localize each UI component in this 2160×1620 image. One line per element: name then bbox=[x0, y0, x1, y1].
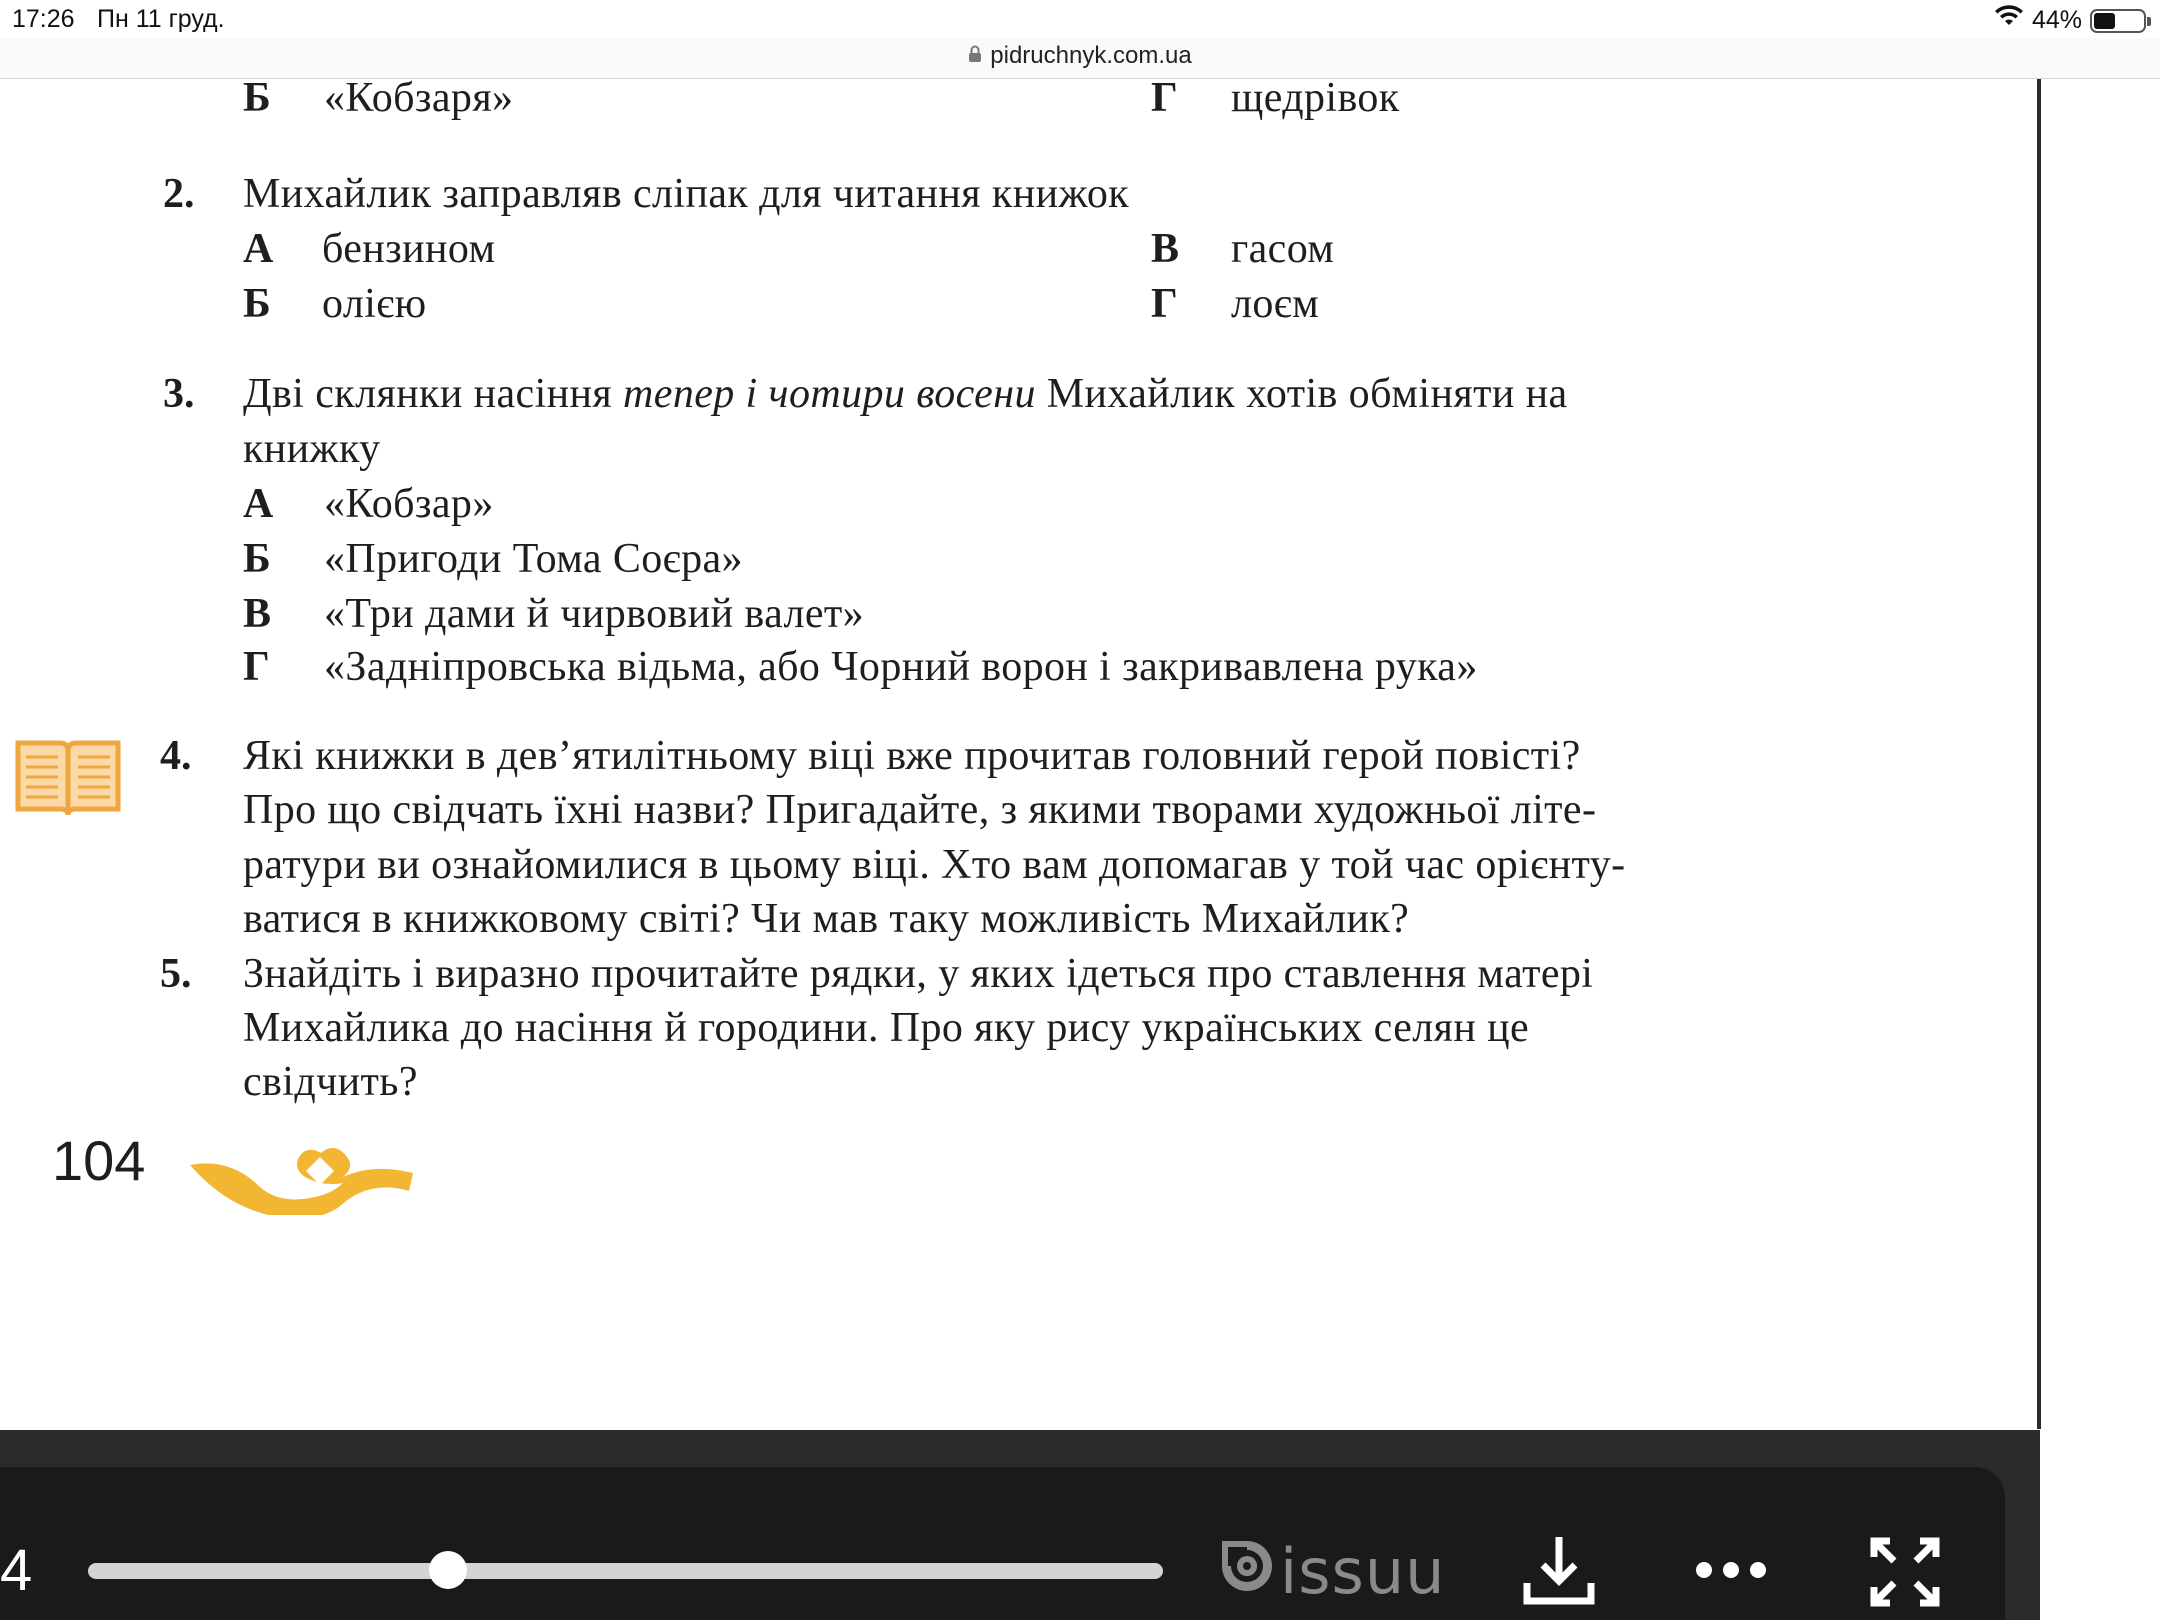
download-icon[interactable] bbox=[1523, 1533, 1595, 1612]
q3-number: 3. bbox=[163, 371, 195, 417]
issuu-logo[interactable] bbox=[1220, 1535, 1445, 1608]
fullscreen-icon[interactable] bbox=[1868, 1535, 1942, 1614]
lock-icon bbox=[968, 42, 982, 70]
url-bar[interactable] bbox=[0, 38, 2160, 79]
q3-option-a-letter: А bbox=[243, 481, 274, 527]
q2-option-b-text: олією bbox=[322, 281, 427, 327]
reader-toolbar bbox=[0, 1467, 2005, 1620]
q5-number: 5. bbox=[160, 951, 192, 997]
q2-option-g-text: лоєм bbox=[1231, 281, 1320, 327]
q5-line-3: свідчить? bbox=[243, 1059, 418, 1105]
battery-percent: 44% bbox=[2031, 6, 2082, 34]
ornament-icon bbox=[188, 1135, 443, 1220]
page-slider[interactable] bbox=[88, 1563, 1163, 1579]
q4-line-1: Які книжки в дев’ятилітньому віці вже прочитав головний герой повісті? bbox=[243, 733, 1581, 779]
q2-option-v-text: гасом bbox=[1231, 226, 1335, 272]
url-domain: pidruchnyk.com.ua bbox=[990, 42, 1192, 69]
q4-line-2: Про що свідчать їхні назви? Пригадайте, з якими творами художньої літе- bbox=[243, 787, 1597, 833]
page-indicator: 4 bbox=[0, 1538, 33, 1603]
q5-line-1: Знайдіть і виразно прочитайте рядки, у яких ідеться про ставлення матері bbox=[243, 951, 1594, 997]
battery-icon bbox=[2090, 9, 2146, 33]
q1-option-b-text: «Кобзаря» bbox=[324, 75, 514, 121]
q2-number: 2. bbox=[163, 171, 195, 217]
q1-option-g-letter: Г bbox=[1151, 75, 1179, 121]
q3-option-v-letter: В bbox=[243, 591, 272, 637]
q2-option-g-letter: Г bbox=[1151, 281, 1179, 327]
q3-text: Дві склянки насіння тепер і чотири восени Михайлик хотів обміняти на bbox=[243, 371, 1568, 417]
q1-option-g-text: щедрівок bbox=[1231, 75, 1400, 121]
q4-line-3: ратури ви ознайомилися в цьому віці. Хто вам допомагав у той час орієнту- bbox=[243, 842, 1626, 888]
right-gutter bbox=[2041, 79, 2160, 1620]
issuu-logo-text: issuu bbox=[1280, 1535, 1446, 1608]
status-right bbox=[1994, 5, 2146, 36]
q4-number: 4. bbox=[160, 733, 192, 779]
q3-option-g-text: «Задніпровська відьма, або Чорний ворон і закривавлена рука» bbox=[324, 644, 1478, 690]
q3-option-a-text: «Кобзар» bbox=[324, 481, 494, 527]
q2-option-a-text: бензином bbox=[322, 226, 496, 272]
wifi-icon bbox=[1994, 5, 2024, 36]
q3-option-b-text: «Пригоди Тома Соєра» bbox=[324, 536, 743, 582]
status-date: Пн 11 груд. bbox=[97, 5, 225, 33]
page-slider-handle[interactable] bbox=[429, 1551, 467, 1589]
status-time: 17:26 bbox=[12, 5, 75, 33]
page-number: 104 bbox=[52, 1129, 146, 1192]
q1-option-b-letter: Б bbox=[243, 75, 272, 121]
more-icon[interactable] bbox=[1694, 1560, 1768, 1585]
q2-text: Михайлик заправляв сліпак для читання книжок bbox=[243, 171, 1130, 217]
book-icon bbox=[14, 735, 122, 822]
status-bar bbox=[0, 0, 2160, 40]
q2-option-b-letter: Б bbox=[243, 281, 272, 327]
q3-italic-phrase: тепер і чотири восени bbox=[623, 371, 1036, 417]
q2-option-v-letter: В bbox=[1151, 226, 1180, 272]
q3-option-b-letter: Б bbox=[243, 536, 272, 582]
q3-option-v-text: «Три дами й чирвовий валет» bbox=[324, 591, 865, 637]
q2-option-a-letter: А bbox=[243, 226, 274, 272]
q4-line-4: ватися в книжковому світі? Чи мав таку можливість Михайлик? bbox=[243, 896, 1410, 942]
q3-text-line2: книжку bbox=[243, 426, 381, 472]
issuu-logo-icon bbox=[1220, 1535, 1274, 1608]
q5-line-2: Михайлика до насіння й городини. Про яку рису українських селян це bbox=[243, 1005, 1530, 1051]
q3-option-g-letter: Г bbox=[243, 644, 271, 690]
